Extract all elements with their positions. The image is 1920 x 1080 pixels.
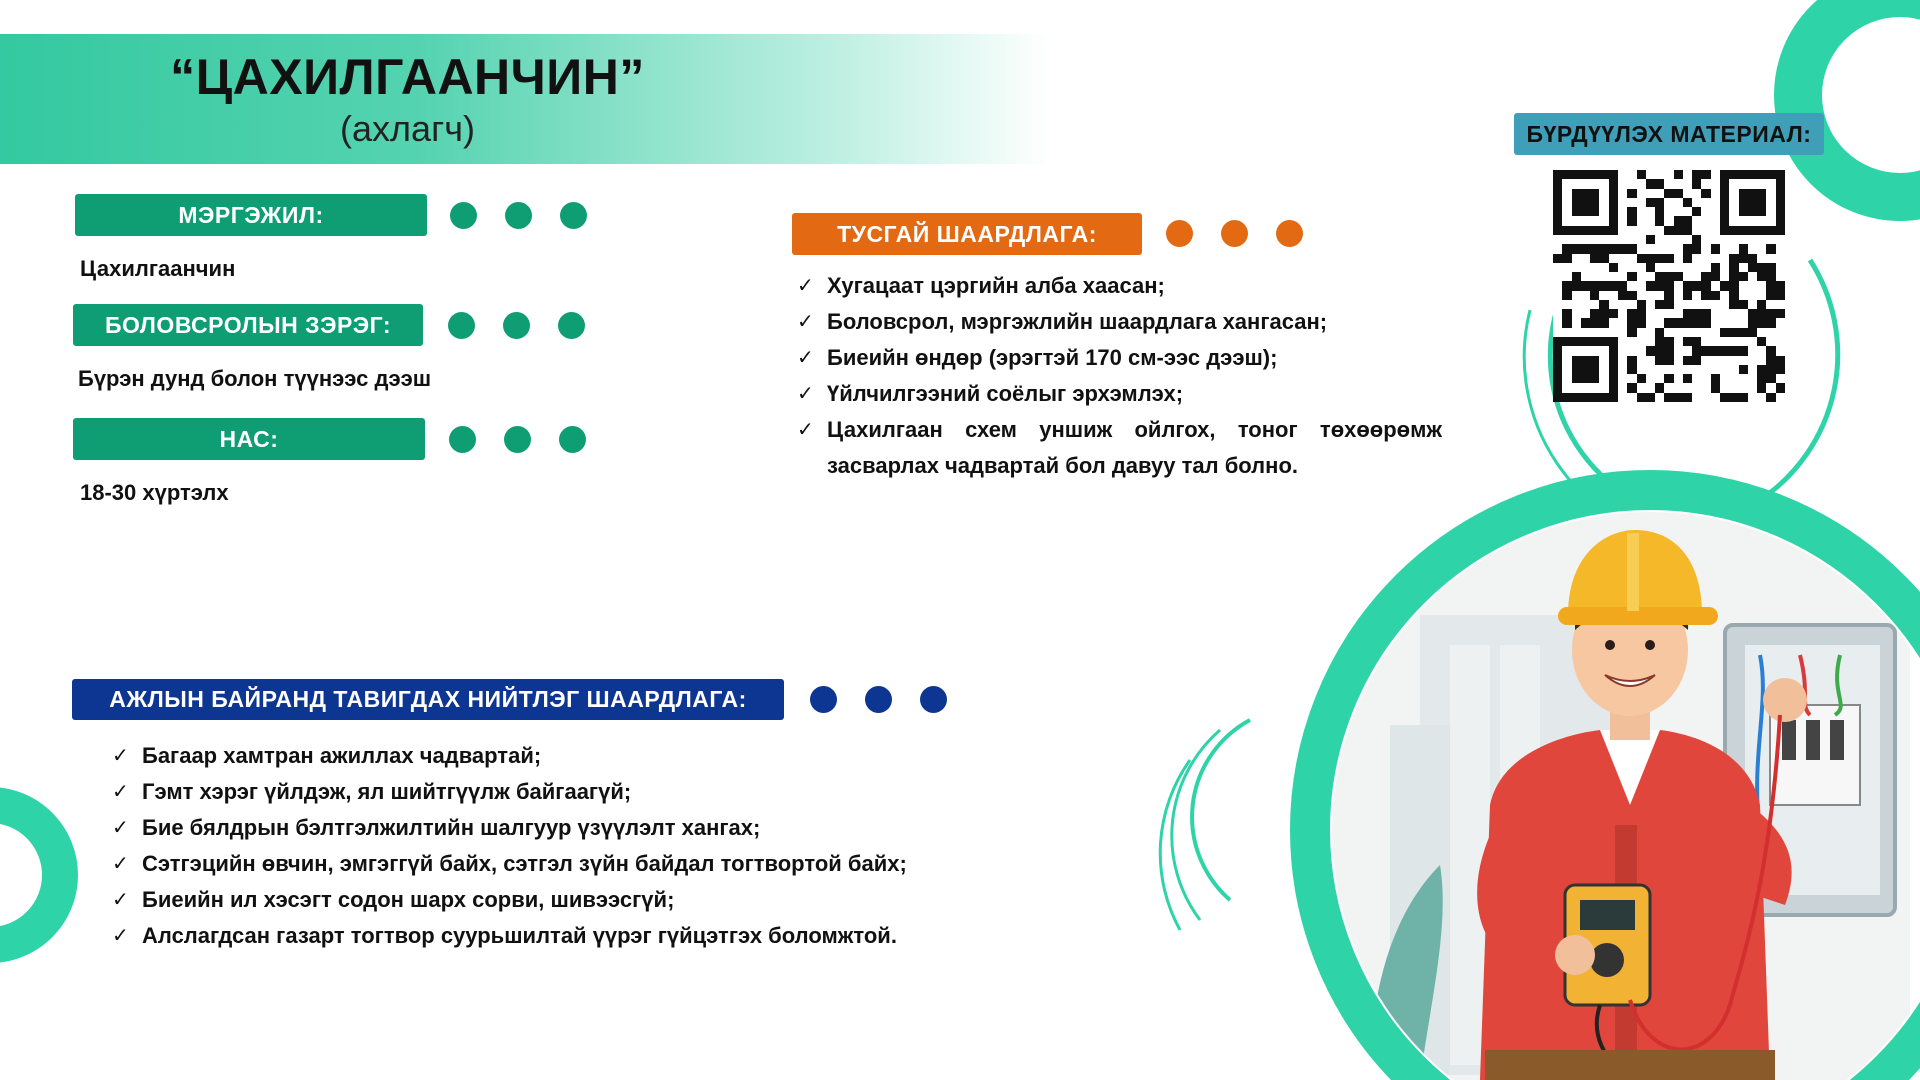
list-item: ✓ Хугацаат цэргийн алба хаасан; xyxy=(797,268,1442,304)
dot xyxy=(503,312,530,339)
dot xyxy=(450,202,477,229)
dot xyxy=(810,686,837,713)
dot xyxy=(1221,220,1248,247)
dot xyxy=(558,312,585,339)
profession-label: МЭРГЭЖИЛ: xyxy=(75,194,427,236)
special-requirements-list xyxy=(797,268,1442,484)
list-item: ✓ Бие бялдрын бэлтгэлжилтийн шалгуур үзүүлэлт хангах; xyxy=(112,810,932,846)
age-label: НАС: xyxy=(73,418,425,460)
education-dots xyxy=(448,312,585,339)
dot xyxy=(1276,220,1303,247)
special-requirements-label: ТУСГАЙ ШААРДЛАГА: xyxy=(792,213,1142,255)
list-item: ✓ Багаар хамтран ажиллах чадвартай; xyxy=(112,738,932,774)
dot xyxy=(504,426,531,453)
check-icon: ✓ xyxy=(797,383,814,405)
qr-code xyxy=(1553,170,1785,402)
general-requirements-list xyxy=(112,738,932,954)
materials-label: БҮРДҮҮЛЭХ МАТЕРИАЛ: xyxy=(1514,113,1824,155)
dot xyxy=(865,686,892,713)
list-item: ✓ Гэмт хэрэг үйлдэж, ял шийтгүүлж байгаагүй; xyxy=(112,774,932,810)
dot xyxy=(505,202,532,229)
check-icon: ✓ xyxy=(112,853,129,875)
list-item: ✓ Сэтгэцийн өвчин, эмгэггүй байх, сэтгэл зүйн байдал тогтвортой байх; xyxy=(112,846,932,882)
dot xyxy=(1166,220,1193,247)
page-title: “ЦАХИЛГААНЧИН” xyxy=(170,49,645,105)
list-item: ✓ Биеийн ил хэсэгт содон шарх сорви, шивээсгүй; xyxy=(112,882,932,918)
general-dots xyxy=(810,686,947,713)
age-value: 18-30 хүртэлх xyxy=(80,480,229,505)
profession-dots xyxy=(450,202,587,229)
dot xyxy=(448,312,475,339)
check-icon: ✓ xyxy=(797,311,814,333)
age-dots xyxy=(449,426,586,453)
electrician-illustration xyxy=(1330,505,1910,1080)
special-dots xyxy=(1166,220,1303,247)
list-item: ✓ Алслагдсан газарт тогтвор суурьшилтай үүрэг гүйцэтгэх боломжтой. xyxy=(112,918,932,954)
dot xyxy=(920,686,947,713)
list-item: ✓ Боловсрол, мэргэжлийн шаардлага хангасан; xyxy=(797,304,1442,340)
general-requirements-label: АЖЛЫН БАЙРАНД ТАВИГДАХ НИЙТЛЭГ ШААРДЛАГА: xyxy=(72,679,784,720)
check-icon: ✓ xyxy=(797,347,814,369)
list-item: ✓ Биеийн өндөр (эрэгтэй 170 см-ээс дээш); xyxy=(797,340,1442,376)
dot xyxy=(449,426,476,453)
check-icon: ✓ xyxy=(112,781,129,803)
qr-code-icon[interactable] xyxy=(1553,170,1785,402)
education-value: Бүрэн дунд болон түүнээс дээш xyxy=(78,366,432,391)
check-icon: ✓ xyxy=(112,817,129,839)
page-subtitle: (ахлагч) xyxy=(340,108,475,149)
check-icon: ✓ xyxy=(112,889,129,911)
dot xyxy=(560,202,587,229)
list-item: ✓ Цахилгаан схем уншиж ойлгох, тоног төхөөрөмж засварлах чадвартай бол давуу тал болно. xyxy=(797,412,1442,484)
check-icon: ✓ xyxy=(797,275,814,297)
education-label: БОЛОВСРОЛЫН ЗЭРЭГ: xyxy=(73,304,423,346)
profession-value: Цахилгаанчин xyxy=(80,256,236,281)
dot xyxy=(559,426,586,453)
list-item: ✓ Үйлчилгээний соёлыг эрхэмлэх; xyxy=(797,376,1442,412)
check-icon: ✓ xyxy=(112,745,129,767)
check-icon: ✓ xyxy=(112,925,129,947)
check-icon: ✓ xyxy=(797,419,814,441)
